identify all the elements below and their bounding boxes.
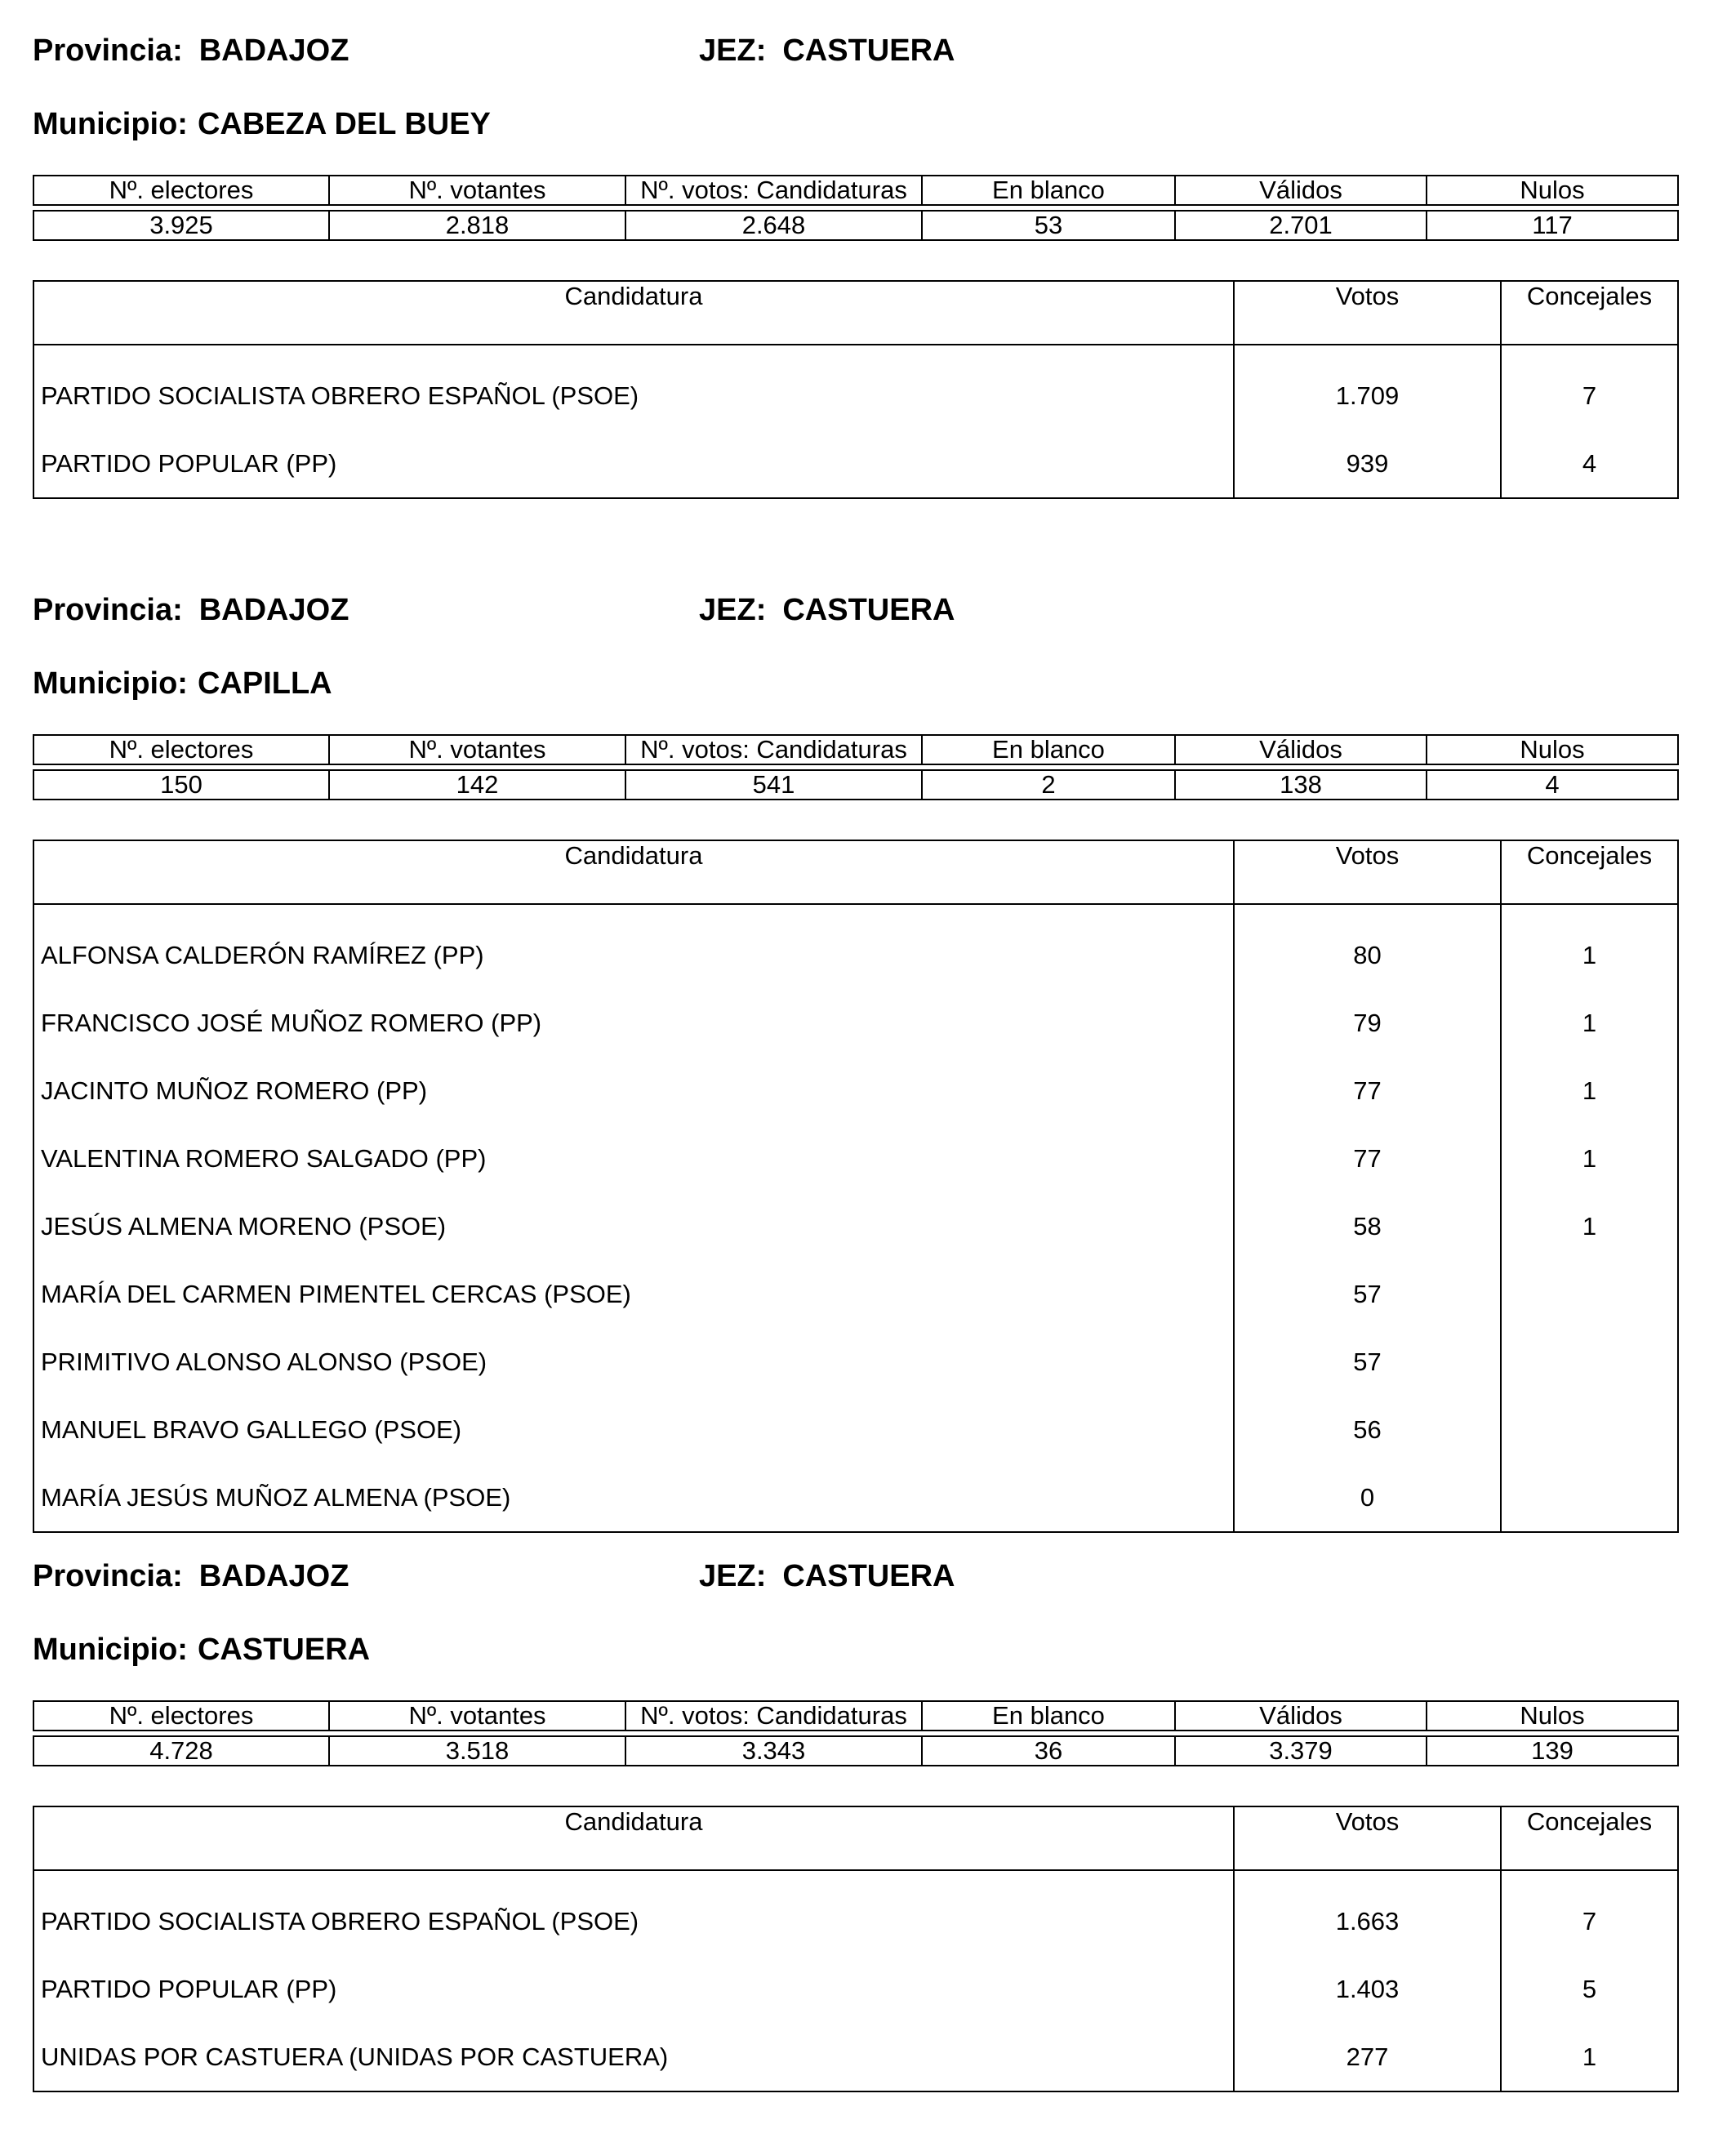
summary-values-row xyxy=(33,1736,1678,1766)
provincia-header xyxy=(33,1558,349,1594)
candidate-votes: 939 xyxy=(1234,430,1501,498)
candidate-row xyxy=(33,1870,1678,1955)
jez-label: JEZ: xyxy=(699,593,767,627)
summary-values-row xyxy=(33,211,1678,240)
municipio-label: Municipio: xyxy=(33,666,188,701)
summary-value-cell: 3.379 xyxy=(1175,1736,1427,1766)
provincia-label: Provincia: xyxy=(33,33,183,68)
candidate-votes: 57 xyxy=(1234,1328,1501,1396)
candidate-row xyxy=(33,1057,1678,1125)
summary-header-cell: En blanco xyxy=(922,735,1175,764)
summary-header-cell: Nº. votos: Candidaturas xyxy=(625,1701,922,1731)
candidate-votes: 77 xyxy=(1234,1057,1501,1125)
summary-value-cell: 3.343 xyxy=(625,1736,922,1766)
municipio-label: Municipio: xyxy=(33,107,188,141)
jez-header xyxy=(699,33,955,69)
candidate-row xyxy=(33,989,1678,1057)
candidate-seats xyxy=(1501,1463,1678,1532)
summary-header-table xyxy=(33,1700,1679,1731)
candidate-seats: 7 xyxy=(1501,345,1678,430)
candidate-row xyxy=(33,1125,1678,1192)
candidate-row xyxy=(33,345,1678,430)
summary-value-cell: 139 xyxy=(1427,1736,1678,1766)
summary-value-cell: 541 xyxy=(625,770,922,800)
candidate-votes: 1.709 xyxy=(1234,345,1501,430)
summary-header-cell: Nº. electores xyxy=(33,176,329,205)
candidate-seats xyxy=(1501,1328,1678,1396)
municipio-value: CAPILLA xyxy=(197,666,332,701)
candidate-seats: 1 xyxy=(1501,989,1678,1057)
candidate-row xyxy=(33,1260,1678,1328)
candidate-votes: 56 xyxy=(1234,1396,1501,1463)
candidate-name: PRIMITIVO ALONSO ALONSO (PSOE) xyxy=(33,1328,1234,1396)
summary-values-row xyxy=(33,770,1678,800)
candidate-seats xyxy=(1501,1396,1678,1463)
provincia-header xyxy=(33,592,349,628)
candidate-votes: 57 xyxy=(1234,1260,1501,1328)
candidate-seats: 5 xyxy=(1501,1955,1678,2023)
summary-header-cell: Nº. votos: Candidaturas xyxy=(625,735,922,764)
summary-header-cell: Válidos xyxy=(1175,1701,1427,1731)
candidate-row xyxy=(33,2023,1678,2091)
votos-header: Votos xyxy=(1234,840,1501,904)
candidate-seats: 1 xyxy=(1501,1057,1678,1125)
candidate-row xyxy=(33,1192,1678,1260)
candidate-seats: 4 xyxy=(1501,430,1678,498)
summary-value-cell: 117 xyxy=(1427,211,1678,240)
summary-header-row xyxy=(33,176,1678,205)
candidate-name: MARÍA DEL CARMEN PIMENTEL CERCAS (PSOE) xyxy=(33,1260,1234,1328)
candidate-name: JACINTO MUÑOZ ROMERO (PP) xyxy=(33,1057,1234,1125)
candidate-name: MARÍA JESÚS MUÑOZ ALMENA (PSOE) xyxy=(33,1463,1234,1532)
provincia-value: BADAJOZ xyxy=(198,33,349,68)
candidatura-header: Candidatura xyxy=(33,281,1234,345)
summary-header-cell: Nulos xyxy=(1427,176,1678,205)
municipio-header xyxy=(33,666,332,702)
summary-value-cell: 3.925 xyxy=(33,211,329,240)
candidate-seats: 1 xyxy=(1501,904,1678,989)
candidates-table xyxy=(33,280,1679,499)
candidate-row xyxy=(33,1328,1678,1396)
candidate-seats xyxy=(1501,1260,1678,1328)
summary-values-table xyxy=(33,769,1679,800)
municipio-value: CABEZA DEL BUEY xyxy=(197,107,491,141)
summary-value-cell: 4.728 xyxy=(33,1736,329,1766)
summary-header-row xyxy=(33,1701,1678,1731)
provincia-header xyxy=(33,33,349,69)
provincia-label: Provincia: xyxy=(33,593,183,627)
votos-header: Votos xyxy=(1234,1806,1501,1870)
summary-value-cell: 36 xyxy=(922,1736,1175,1766)
municipio-label: Municipio: xyxy=(33,1633,188,1667)
candidate-votes: 1.403 xyxy=(1234,1955,1501,2023)
concejales-header: Concejales xyxy=(1501,1806,1678,1870)
summary-header-cell: Nº. electores xyxy=(33,1701,329,1731)
municipio-header xyxy=(33,1632,370,1668)
summary-header-table xyxy=(33,734,1679,765)
summary-header-cell: Válidos xyxy=(1175,176,1427,205)
candidate-row xyxy=(33,1463,1678,1532)
candidates-table xyxy=(33,1806,1679,2092)
candidate-name: PARTIDO SOCIALISTA OBRERO ESPAÑOL (PSOE) xyxy=(33,345,1234,430)
candidate-row xyxy=(33,1955,1678,2023)
jez-header xyxy=(699,1558,955,1594)
candidatura-header: Candidatura xyxy=(33,1806,1234,1870)
candidate-name: MANUEL BRAVO GALLEGO (PSOE) xyxy=(33,1396,1234,1463)
candidates-header-row xyxy=(33,840,1678,904)
jez-header xyxy=(699,592,955,628)
summary-header-cell: En blanco xyxy=(922,1701,1175,1731)
provincia-value: BADAJOZ xyxy=(198,593,349,627)
summary-header-row xyxy=(33,735,1678,764)
jez-value: CASTUERA xyxy=(782,1559,955,1593)
summary-header-cell: Válidos xyxy=(1175,735,1427,764)
provincia-label: Provincia: xyxy=(33,1559,183,1593)
candidate-name: UNIDAS POR CASTUERA (UNIDAS POR CASTUERA) xyxy=(33,2023,1234,2091)
municipio-header xyxy=(33,106,491,142)
summary-header-cell: Nulos xyxy=(1427,1701,1678,1731)
summary-value-cell: 2 xyxy=(922,770,1175,800)
summary-value-cell: 2.818 xyxy=(329,211,625,240)
municipio-value: CASTUERA xyxy=(197,1633,371,1667)
summary-header-cell: En blanco xyxy=(922,176,1175,205)
summary-value-cell: 2.701 xyxy=(1175,211,1427,240)
summary-header-cell: Nulos xyxy=(1427,735,1678,764)
summary-value-cell: 142 xyxy=(329,770,625,800)
summary-value-cell: 3.518 xyxy=(329,1736,625,1766)
candidate-seats: 1 xyxy=(1501,1192,1678,1260)
jez-label: JEZ: xyxy=(699,33,767,68)
candidate-votes: 58 xyxy=(1234,1192,1501,1260)
summary-header-cell: Nº. votos: Candidaturas xyxy=(625,176,922,205)
concejales-header: Concejales xyxy=(1501,281,1678,345)
provincia-value: BADAJOZ xyxy=(198,1559,349,1593)
summary-header-cell: Nº. votantes xyxy=(329,176,625,205)
jez-value: CASTUERA xyxy=(782,593,955,627)
summary-header-table xyxy=(33,175,1679,206)
concejales-header: Concejales xyxy=(1501,840,1678,904)
candidate-votes: 1.663 xyxy=(1234,1870,1501,1955)
candidate-name: FRANCISCO JOSÉ MUÑOZ ROMERO (PP) xyxy=(33,989,1234,1057)
candidate-votes: 77 xyxy=(1234,1125,1501,1192)
summary-value-cell: 2.648 xyxy=(625,211,922,240)
candidate-votes: 79 xyxy=(1234,989,1501,1057)
candidate-name: JESÚS ALMENA MORENO (PSOE) xyxy=(33,1192,1234,1260)
jez-label: JEZ: xyxy=(699,1559,767,1593)
summary-values-table xyxy=(33,210,1679,241)
candidate-name: VALENTINA ROMERO SALGADO (PP) xyxy=(33,1125,1234,1192)
summary-header-cell: Nº. electores xyxy=(33,735,329,764)
candidate-row xyxy=(33,430,1678,498)
summary-value-cell: 53 xyxy=(922,211,1175,240)
votos-header: Votos xyxy=(1234,281,1501,345)
candidatura-header: Candidatura xyxy=(33,840,1234,904)
candidate-seats: 1 xyxy=(1501,2023,1678,2091)
candidates-header-row xyxy=(33,281,1678,345)
candidates-header-row xyxy=(33,1806,1678,1870)
candidate-votes: 80 xyxy=(1234,904,1501,989)
candidate-seats: 7 xyxy=(1501,1870,1678,1955)
candidate-row xyxy=(33,1396,1678,1463)
candidate-name: PARTIDO SOCIALISTA OBRERO ESPAÑOL (PSOE) xyxy=(33,1870,1234,1955)
candidate-votes: 277 xyxy=(1234,2023,1501,2091)
summary-header-cell: Nº. votantes xyxy=(329,735,625,764)
summary-values-table xyxy=(33,1735,1679,1766)
candidate-name: ALFONSA CALDERÓN RAMÍREZ (PP) xyxy=(33,904,1234,989)
candidate-name: PARTIDO POPULAR (PP) xyxy=(33,1955,1234,2023)
summary-header-cell: Nº. votantes xyxy=(329,1701,625,1731)
summary-value-cell: 4 xyxy=(1427,770,1678,800)
candidate-seats: 1 xyxy=(1501,1125,1678,1192)
candidate-votes: 0 xyxy=(1234,1463,1501,1532)
candidate-name: PARTIDO POPULAR (PP) xyxy=(33,430,1234,498)
candidates-table xyxy=(33,840,1679,1533)
summary-value-cell: 150 xyxy=(33,770,329,800)
summary-value-cell: 138 xyxy=(1175,770,1427,800)
jez-value: CASTUERA xyxy=(782,33,955,68)
candidate-row xyxy=(33,904,1678,989)
